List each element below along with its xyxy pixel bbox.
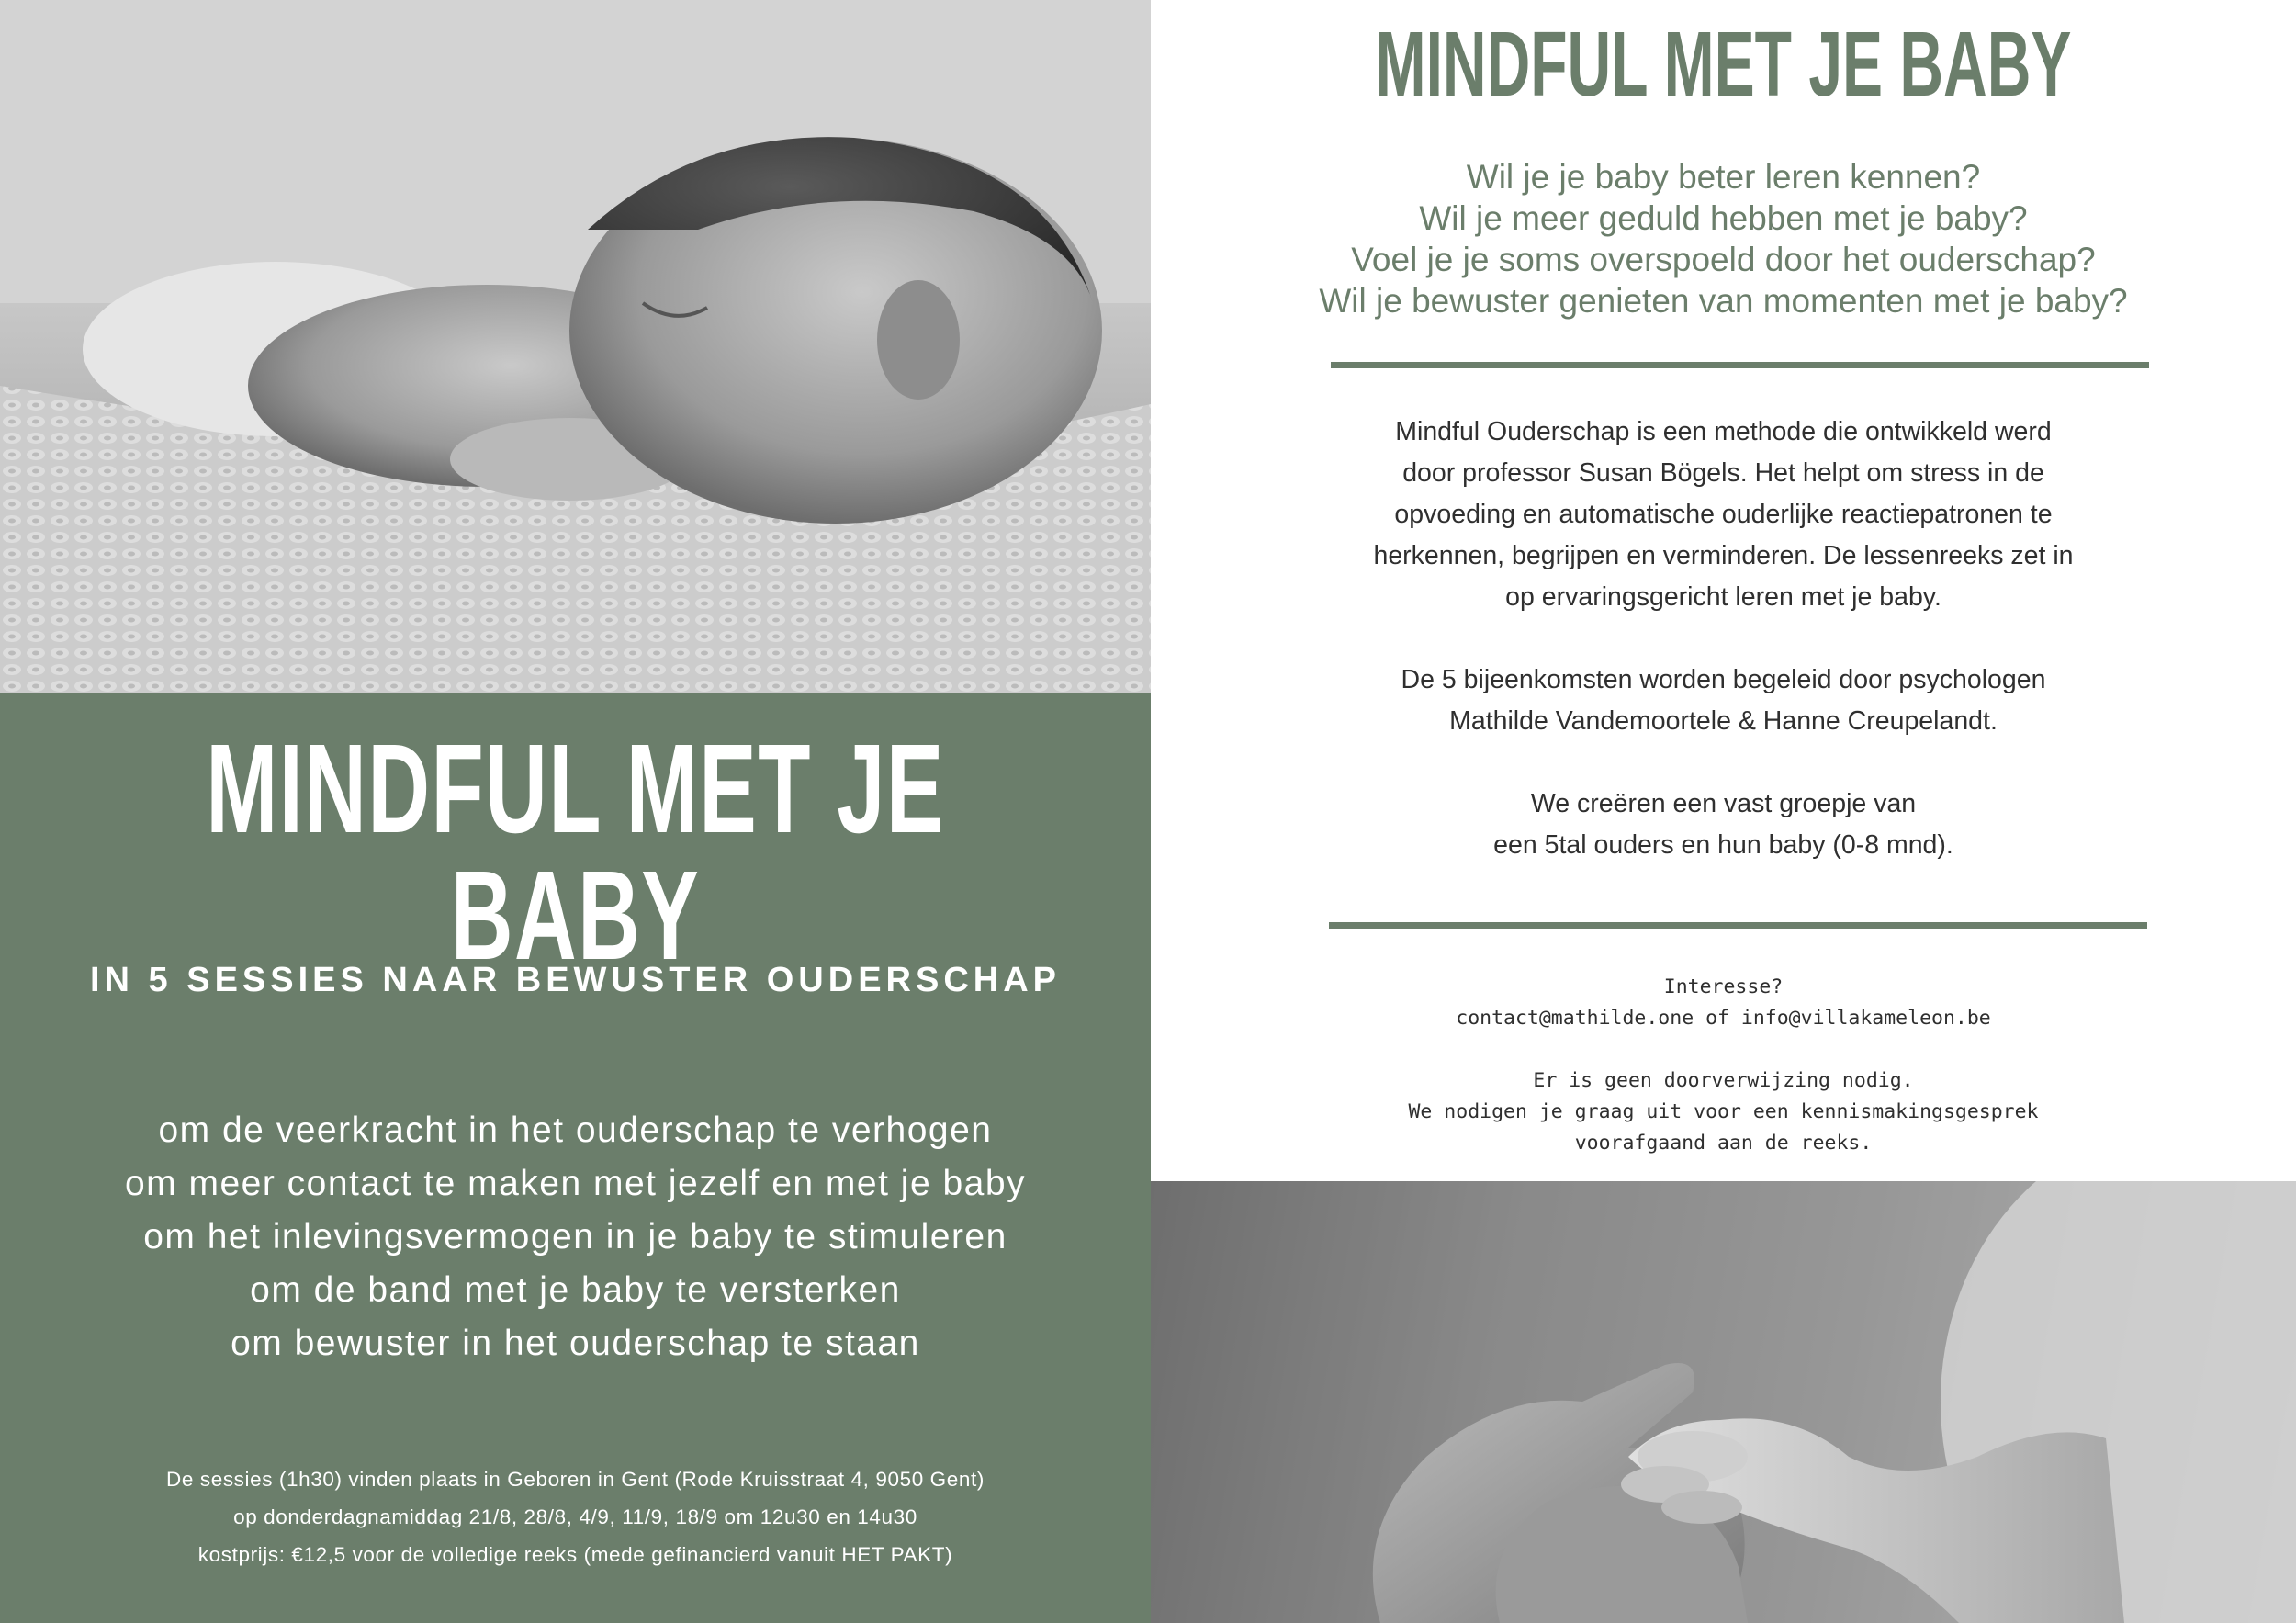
aim-item: om de band met je baby te versterken bbox=[250, 1270, 901, 1310]
aim-item: om het inlevingsvermogen in je baby te stimuleren bbox=[143, 1217, 1007, 1257]
aim-item: om meer contact te maken met jezelf en met je baby bbox=[124, 1164, 1027, 1203]
left-title: MINDFUL MET JE BABY bbox=[206, 718, 945, 986]
referral-line: We nodigen je graag uit voor een kennismakingsgesprek bbox=[1408, 1100, 2039, 1123]
guides-line: De 5 bijeenkomsten worden begeleid door psychologen bbox=[1401, 665, 2046, 694]
intro-line: door professor Susan Bögels. Het helpt om stress in de bbox=[1402, 458, 2044, 488]
description bbox=[1151, 411, 2296, 866]
hands-photo bbox=[1151, 1181, 2296, 1623]
aim-item: om bewuster in het ouderschap te staan bbox=[231, 1324, 920, 1363]
guides-line: Mathilde Vandemoortele & Hanne Creupelandt. bbox=[1449, 706, 1998, 736]
intro-line: opvoeding en automatische ouderlijke reactiepatronen te bbox=[1394, 500, 2053, 529]
aim-item: om de veerkracht in het ouderschap te verhogen bbox=[158, 1110, 993, 1150]
question-item: Wil je bewuster genieten van momenten met je baby? bbox=[1319, 282, 2128, 320]
contact-info bbox=[1151, 972, 2296, 1159]
practical-dates: op donderdagnamiddag 21/8, 28/8, 4/9, 11/9, 18/9 om 12u30 en 14u30 bbox=[233, 1505, 917, 1528]
intro-line: Mindful Ouderschap is een methode die ontwikkeld werd bbox=[1395, 417, 2052, 446]
practical-price: kostprijs: €12,5 voor de volledige reeks (mede gefinancierd vanuit HET PAKT) bbox=[197, 1543, 953, 1566]
divider-top bbox=[1331, 362, 2149, 368]
divider-bottom bbox=[1329, 922, 2147, 929]
intro-line: op ervaringsgericht leren met je baby. bbox=[1505, 582, 1941, 612]
group-line: een 5tal ouders en hun baby (0-8 mnd). bbox=[1493, 830, 1953, 860]
referral-line: Er is geen doorverwijzing nodig. bbox=[1533, 1069, 1914, 1092]
referral-line: voorafgaand aan de reeks. bbox=[1574, 1132, 1873, 1155]
intro-line: herkennen, begrijpen en verminderen. De lessenreeks zet in bbox=[1373, 541, 2074, 570]
aims-list bbox=[0, 1104, 1151, 1370]
question-item: Wil je je baby beter leren kennen? bbox=[1466, 158, 1981, 196]
question-item: Voel je je soms overspoeld door het ouderschap? bbox=[1351, 241, 2096, 278]
left-subtitle: IN 5 SESSIES NAAR BEWUSTER OUDERSCHAP bbox=[89, 961, 1061, 999]
right-title: MINDFUL MET JE BABY bbox=[1375, 13, 2072, 116]
group-line: We creëren een vast groepje van bbox=[1530, 789, 1917, 818]
contact-heading: Interesse? bbox=[1663, 975, 1784, 998]
questions-list bbox=[1151, 156, 2296, 321]
question-item: Wil je meer geduld hebben met je baby? bbox=[1419, 199, 2028, 237]
contact-emails[interactable]: contact@mathilde.one of info@villakameleon.be bbox=[1456, 1007, 1991, 1030]
baby-photo bbox=[0, 0, 1151, 693]
practical-info bbox=[0, 1460, 1151, 1573]
practical-location: De sessies (1h30) vinden plaats in Geboren in Gent (Rode Kruisstraat 4, 9050 Gent) bbox=[166, 1468, 985, 1491]
